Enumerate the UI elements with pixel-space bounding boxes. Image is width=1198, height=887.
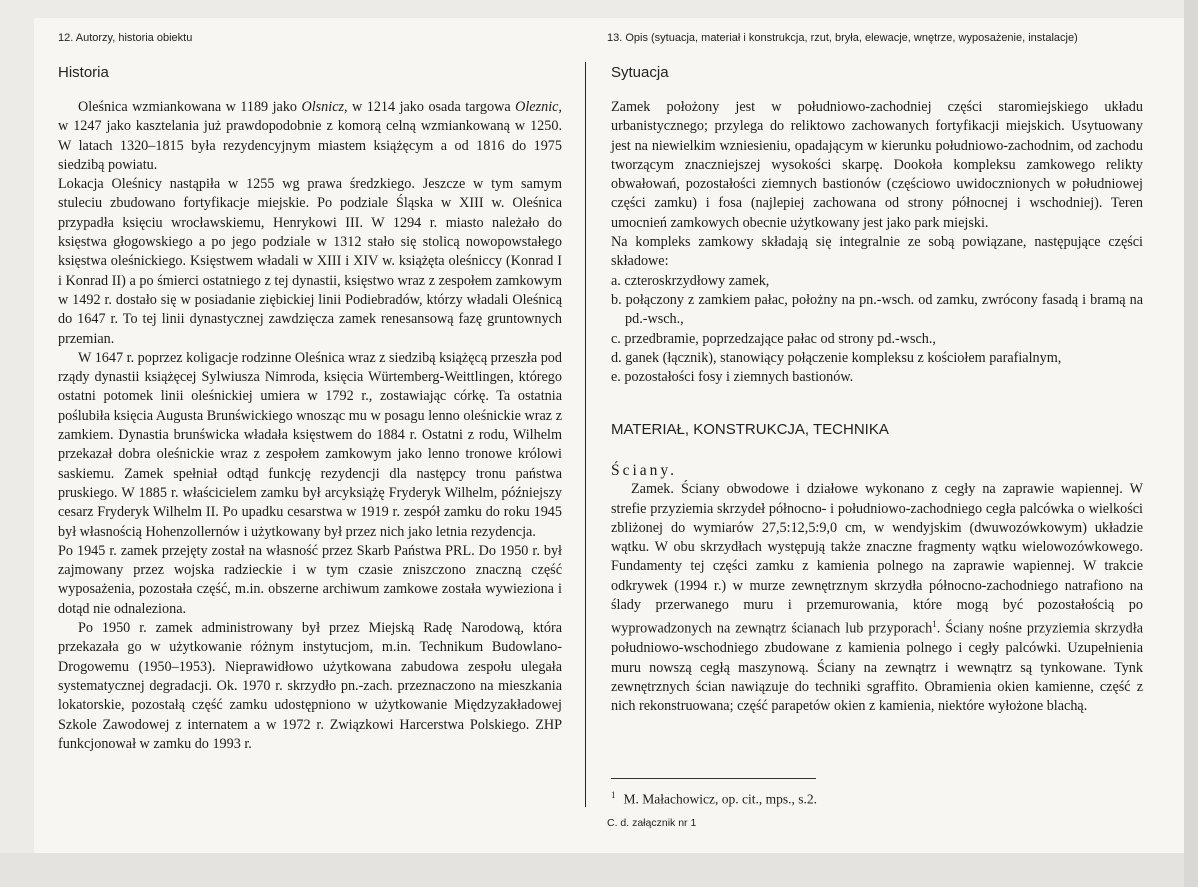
history-paragraph: Lokacja Oleśnicy nastąpiła w 1255 wg prawa średzkiego. Jeszcze w tym samym stuleciu zbudowano fortyfikacje miejskie. Po podziale Śląska w XIII w. Oleśnica przypadła księciu wrocławskiemu, Henrykowi III. W 1294 r. miasto należało do księstwa głogowskiego a po jego podziale w 1312 stało się stolicą nowopowstałego księstwa oleśnickiego. Księstwem władali w XIII i XIV w. książęta oleśniccy (Konrad I i Konrad II) a po śmierci ostatniego z tej dynastii, księstwo wraz z zespołem zamkowym w 1492 r. dostało się w posiadanie ziębickiej linii Podiebradów, którzy władali Oleśnicą do 1647 r. To tej linii dynastycznej zawdzięcza zamek renesansową fazę gruntownych przemian.	[58, 176, 562, 347]
history-paragraph: Po 1950 r. zamek administrowany był przez Miejską Radę Narodową, która przekazała go w użytkowanie różnym instytucjom, m.in. Technikum Budowlano-Drogowemu (1950–1953). Nieprawidłowo użytkowana zabudowa zespołu ulegała systematycznej degradacji. Ok. 1970 r. skrzydło pn.-zach. przeznaczono na mieszkania lokatorskie, pozostałą część zamku udostępniono w użytkowanie Międzyzakładowej Szkole Zawodowej z internatem a w 1972 r. Związkowi Harcerstwa Polskiego. ZHP funkcjonował w zamku do 1993 r.	[58, 620, 562, 752]
history-paragraph: Po 1945 r. zamek przejęty został na własność przez Skarb Państwa PRL. Do 1950 r. był zajmowany przez wojska radzieckie i w tym czasie zniszczono znaczną część wyposażenia, pozostała część, m.in. obszerne archiwum zamkowe została wywieziona i dotąd nie odnaleziona.	[58, 542, 562, 617]
situation-paragraph: Zamek położony jest w południowo-zachodniej części staromiejskiego układu urbanistycznego; przylega do reliktowo zachowanych fortyfikacji miejskich. Usytuowany jest na niewielkim wzniesieniu, opadającym w kierunku południowo-zachodnim, od zachodu tworzącym znaczniejszej wysokości skarpę. Dookoła kompleksu zamkowego relikty obwałowań, pozostałości ziemnych bastionów (częściowo uwidocznionych w południowej części zamku) i fosa (najlepiej zachowana od strony północnej i wschodniej). Teren umocnień zamkowych obecnie użytkowany jest jako park miejski.	[611, 99, 1143, 231]
situation-title: Sytuacja	[611, 64, 669, 81]
situation-paragraph: Na kompleks zamkowy składają się integralnie ze sobą powiązane, następujące części składowe:	[611, 234, 1143, 270]
history-text	[58, 98, 562, 754]
list-item: e. pozostałości fosy i ziemnych bastionów.	[611, 369, 854, 386]
right-section-header: 13. Opis (sytuacja, materiał i konstrukcja, rzut, bryła, elewacje, wnętrze, wyposażenie, instalacje)	[607, 32, 1078, 44]
history-paragraph: Oleśnica wzmiankowana w 1189 jako Olsnicz, w 1214 jako osada targowa Oleznic, w 1247 jako kasztelania już prawdopodobnie z komorą celną wzmiankowaną w 1250. W latach 1320–1815 była rezydencyjnym miastem książęcym a od 1816 do 1975 siedzibą powiatu.	[58, 99, 562, 173]
list-item: d. ganek (łącznik), stanowiący połączenie kompleksu z kościołem parafialnym,	[611, 349, 1062, 366]
list-item: a. czteroskrzydłowy zamek,	[611, 272, 770, 289]
walls-subtitle: Ściany.	[611, 462, 678, 479]
page-right-edge	[1184, 0, 1198, 887]
list-item: c. przedbramie, poprzedzające pałac od strony pd.-wsch.,	[611, 330, 936, 347]
history-paragraph: W 1647 r. poprzez koligacje rodzinne Oleśnica wraz z siedzibą książęcą przeszła pod rządy dynastii książęcej Sylwiusza Nimroda, księcia Würtemberg-Weittlingen, którego ostatni potomek linii oleśnickiej umiera w 1792 r., zostawiając córkę. Ta ostatnia poślubiła księcia Augusta Brunświckiego wnosząc mu w posagu lenno oleśnickie wraz z zamkiem. Dynastia brunświcka władała księstwem do 1884 r. Ostatni z rodu, Wilhelm przekazał dobra oleśnickie wraz z zespołem zamkowym jako lenno tronowe królowi saskiemu. Zamek spełniał odtąd funkcję rezydencji dla następcy tronu państwa pruskiego. W 1885 r. właścicielem zamku był arcyksiążę Fryderyk Wilhelm, późniejszy cesarz Fryderyk Wilhelm II. Po upadku cesarstwa w 1919 r. zespół zamku do roku 1945 był własnością Hohenzollernów i użytkowany był przez nich jako letnia rezydencja.	[58, 349, 562, 540]
material-section-title: MATERIAŁ, KONSTRUKCJA, TECHNIKA	[611, 421, 889, 438]
history-title: Historia	[58, 64, 109, 81]
left-section-header: 12. Autorzy, historia obiektu	[58, 32, 193, 44]
list-item: b. połączony z zamkiem pałac, położny na pn.-wsch. od zamku, zwrócony fasadą i bramą na pd.-wsch.,	[611, 291, 1143, 328]
page-bottom-edge	[0, 853, 1198, 887]
footnote: $^1$ M. Małachowicz, op. cit., mps., s.2.	[611, 790, 817, 807]
situation-text	[611, 98, 1143, 387]
walls-text	[611, 461, 1143, 717]
column-divider	[585, 62, 586, 807]
walls-paragraph: Zamek. Ściany obwodowe i działowe wykonano z cegły na zaprawie wapiennej. W strefie przyziemia skrzydeł północno- i południowo-zachodniego cegła palcówka o wielkości zbliżonej do wymiarów 27,5:12,5:9,0 cm, w wendyjskim (dwuwozówkowym) układzie wątku. W obu skrzydłach występują także znaczne fragmenty wątku wielowozówkowego. Fundamenty tej części zamku z kamienia polnego na zaprawie wapiennej. W trakcie odkrywek (1994 r.) w murze zewnętrznym skrzydła północno-zachodniego natrafiono na ślady przerwanego muru i przemurowania, które mogą być pozostałością po wyprowadzonych na zewnątrz ścianach lub przyporach$^1$. Ściany nośne przyziemia skrzydła południowo-wschodniego zbudowane z kamienia polnego i cegły palcówki. Uzupełnienia muru nowszą cegłą maszynową. Ściany na zewnątrz i wewnątrz są tynkowane. Tynk zewnętrznych ścian nawiązuje do techniki sgraffito. Obramienia okien kamienne, część z nich rekonstruowana; część parapetów okien z kamienia, niektóre wyłożone blachą.	[611, 481, 1143, 715]
attachment-note: C. d. załącznik nr 1	[607, 817, 697, 829]
footnote-separator	[611, 778, 816, 779]
